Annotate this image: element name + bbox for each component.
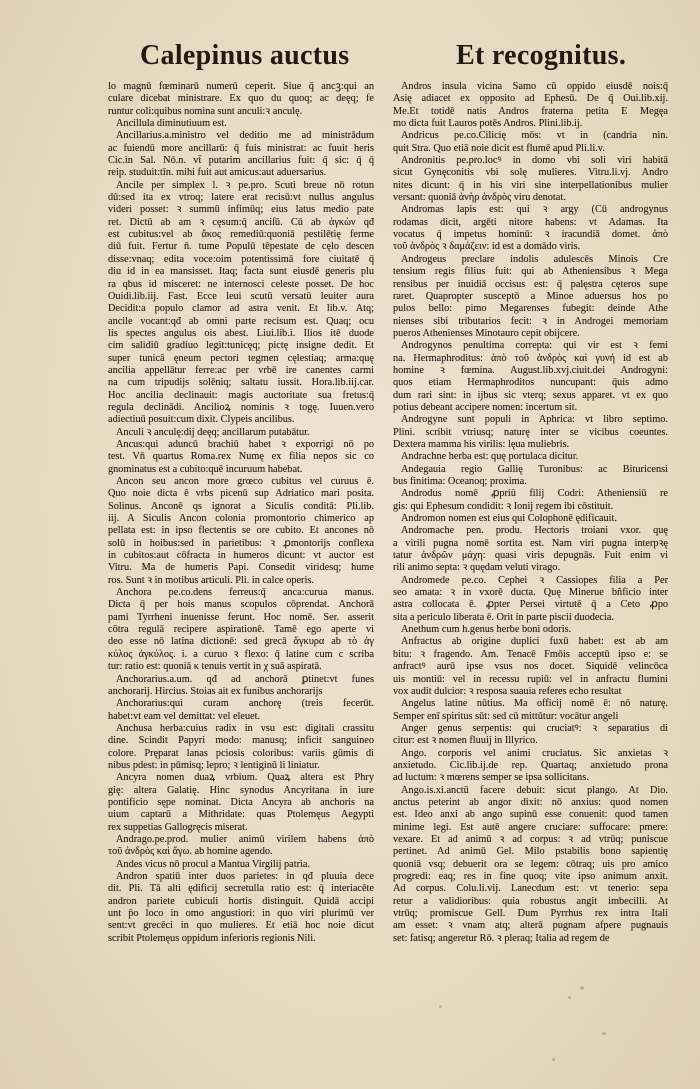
- text-line: Vitru. Ma de humeris Papi. Consedit viridesq; hume: [108, 562, 374, 574]
- text-line: Hoc ancilia declinauit: magis auctoritate sua fretus:q̄: [108, 389, 374, 401]
- dictionary-entry: [393, 575, 668, 624]
- text-line: Anchorarius:qui curam anchorę (treis fecerūt.: [116, 698, 374, 710]
- dictionary-entry: [108, 587, 374, 673]
- dictionary-entry: [393, 488, 668, 513]
- dictionary-entry: [108, 871, 374, 945]
- text-line: vtrūq; promiscue Gell. Dum Pyrrhus rex intra Itali: [393, 908, 668, 920]
- text-line: diū fuit. Fertur n̄. tume Populū tēpestate de cęlo descen: [108, 241, 374, 253]
- text-line: bitu: ꝛ fragendo. Am. Tenacē Fmōis acceptū ipso e: se: [393, 648, 668, 660]
- dictionary-entry: [108, 834, 374, 859]
- text-line: Anfractus ab origine duplici fuxū habet: est ab am: [401, 636, 668, 648]
- text-line: tensium regis filius fuit: qui ab Atheniensibus ꝛ Mega: [393, 266, 668, 278]
- text-line: Quo noie dicta ē vrbs picenū sup Adriatico mari posita.: [108, 488, 374, 500]
- text-line: bus finitima: Oceanoq; proxima.: [393, 476, 527, 487]
- text-line: Andromas lapis est: qui ꝛ argy (Cū androgynus: [401, 204, 668, 216]
- dictionary-entry: [108, 476, 374, 587]
- text-line: pulos bello: pimo Megarenses fubegit: deinde Athe: [393, 303, 668, 315]
- text-line: ancile vocant:qđ ab omni parte recisum est. Quaq; ocu: [108, 315, 374, 327]
- text-line: reip. studuit:tīn. mihi fuit aut amicus:aut aduersarius.: [108, 167, 327, 179]
- text-line: gię: altera Galatię. Hinc synodus Ancyritana in iure: [108, 784, 374, 796]
- text-line: nites dicunt: q̄ in his viri sine interpellationibus mulier: [393, 179, 668, 191]
- dictionary-entry: [393, 254, 668, 340]
- text-line: gis: qui Ephesum condidit: ꝛ Ionij regem ibi cōstituit.: [393, 500, 614, 512]
- text-line: vox audit dulcior: ꝛ resposa suauia referes echo resultat: [393, 685, 622, 697]
- text-line: ret. Dictū ab am ꝛ cęsum:q̄ anciſū. Cū ab ἀγκὼν qđ: [108, 216, 374, 228]
- text-line: Andronitis pe.pro.locꝰ in domo vbi soli viri habitā: [401, 155, 668, 167]
- text-line: tatur ἀνδρῶν μάχη: quasi viris depugnās. Fuit enim vi: [393, 550, 668, 562]
- dictionary-entry: [108, 859, 374, 871]
- text-line: est. Ideo anxi ab ango supinū esse conuenit: quod tamen: [393, 809, 668, 821]
- text-line: Anchusa herba:cuius radix in vsu est: digitali crassitu: [116, 722, 374, 734]
- dictionary-entry: [393, 204, 668, 253]
- dictionary-entry: [393, 81, 668, 130]
- text-line: Andegauia regio Gallię Turonibus: ac Bituricensi: [401, 463, 668, 475]
- text-line: Ancyra nomen duaꝝ vrbium. Quaꝝ altera est Phry: [116, 772, 374, 784]
- text-line: Andromache pen. produ. Hectoris troiani vxor. quę: [401, 525, 668, 537]
- text-line: Ancillula diminutiuum est.: [116, 118, 227, 130]
- text-line: Andrago.pe.prod. mulier animū virilem habens ἀπὸ: [116, 833, 374, 845]
- dictionary-entry: [393, 636, 668, 698]
- dictionary-entry: [393, 451, 668, 463]
- text-line: Anchora pe.co.dens ferreus:q̄ anca:curua manus.: [116, 587, 374, 599]
- text-line: κύλος ἀγκύλος. i. a curuo ꝛ flexo: q̄ latine cum c scriba: [108, 648, 374, 660]
- dictionary-entry: [108, 180, 374, 427]
- dictionary-entry: [108, 130, 374, 179]
- text-line: sita a periculo liberata ē. Orit in parte piscii duodecia.: [393, 611, 615, 623]
- text-line: ad luctum: ꝛ mœrens semper se ipsa sollicitans.: [393, 772, 589, 784]
- text-line: set: fatisq; angeretur Rō. ꝛ pleraq; Italia ad regem de: [393, 932, 610, 944]
- text-line: Ancus:qui aduncū brachiū habet ꝛ exporrigi nō po: [116, 438, 374, 450]
- text-line: lo magnū fœminarū numerū ceperit. Siue q̄ ancꝫ:qui an: [108, 81, 374, 92]
- text-line: Ancile per simplex l. ꝛ pe.pro. Scuti breue nō rotun: [116, 179, 374, 191]
- text-line: anfractꝰ aurū ipse vsus nos docet. Siquidē velincōca: [393, 661, 668, 673]
- text-line: Androgeus preclare indolis adulescēs Minois Cre: [401, 253, 668, 265]
- text-line: videri posset: ꝛ summū infimūq; eius latus medio pate: [108, 204, 374, 216]
- running-head-right: Et recognitus.: [456, 40, 627, 71]
- text-line: ancilia appellātur ferre:ac per vrbē ire canentes carmi: [108, 364, 374, 376]
- text-line: Ango.is.xi.anctū facere debuit: sicut plango. At Dio.: [401, 784, 668, 796]
- text-line: homine ꝛ fœmina. August.lib.xvj.ciuit.dei Androgyni:: [393, 364, 668, 376]
- text-line: Ancon seu ancon more grœco cubitus vel curuus ē.: [116, 476, 374, 487]
- text-line: Andron spatiū inter duos parietes: in qđ pluuia dece: [116, 871, 374, 882]
- text-line: Ango. corporis vel animi cruciatus. Sic anxietas ꝛ: [401, 747, 668, 759]
- text-line: ros. Sunt ꝛ in motibus articuli. Pli. in calce operis.: [108, 574, 314, 586]
- text-line: quos etiam Hermaphroditos nuncupant: q̄uis admo: [393, 377, 668, 389]
- wormhole-spot: [439, 1005, 442, 1008]
- text-line: Anger genus serpentis: qui cruciatꝰ: ꝛ separatius di: [401, 722, 668, 734]
- text-line: rensibus per inuidiā occisus est: q̄ palęstra cęteros supe: [393, 278, 668, 290]
- dictionary-entry: [393, 513, 668, 525]
- text-line: Ancillarius.a.ministro vel deditio me ad ministrādum: [116, 130, 374, 142]
- text-line: nienses sibi tributarios fecit: ꝛ in Androgei memoriam: [393, 315, 668, 327]
- text-line: regula declinādi. Ancilioꝝ nominis ꝛ togę. Iuuen.vero: [108, 401, 374, 413]
- text-line: Andromede pe.co. Cephei ꝛ Cassiopes filia a Per: [401, 574, 668, 586]
- dictionary-entry: [108, 427, 374, 439]
- text-line: Ad corpus. Colu.li.vij. Lanecdum est: vt tenerio: sepa: [393, 883, 668, 895]
- text-line: Dicta q̄ per hois manus scopulos cōprendat. Anchorā: [108, 599, 374, 611]
- text-line: citur: est ꝛ nomen fluuij in Illyrico.: [393, 735, 538, 747]
- dictionary-entry: [108, 439, 374, 476]
- text-line: anxietudo. Cic.lib.ij.de rep. Quartaq; anxietudo prona: [393, 759, 668, 771]
- text-line: super tunicā ęneum pectori tegmen cęlestiaq; arma:quę: [108, 352, 374, 364]
- dictionary-entry: [108, 723, 374, 772]
- text-line: Solinus. Anconē qs ignorat a Siculis conditā: Pli.lib.: [108, 500, 374, 512]
- text-line: anchorarij. Hircius. Stoias ait ex funibus anchorarijs: [108, 685, 323, 697]
- wormhole-spot: [580, 986, 584, 990]
- text-line: uis montiū: vel in recessu rupiū: vel in anfractu flumini: [393, 673, 668, 685]
- text-line: seo amata: ꝛ in vxorē ducta. Quę Minerue bñficio inter: [393, 587, 668, 599]
- text-line: dine. Scindit Papyri modo: manusq; inficit sanguineo: [108, 735, 374, 747]
- dictionary-entry: [393, 624, 668, 636]
- text-line: dit. Pli. Tā alti ędificij secretulla ratio est: q̄ interiacēte: [108, 883, 374, 895]
- text-line: Plini. scribit vtriusq; naturę inter se vicibus coeuntes.: [393, 426, 668, 438]
- text-line: dum rari sint: in ijbus sic vterq; sexus apparet. vt ex quo: [393, 389, 668, 401]
- text-line: deo esse nō latina dictionē: sed grecā ἄγκυρα ab τὸ ἀγ: [108, 636, 374, 648]
- text-line: anctus peterint ab angor dixit: nō anxius: quod nomen: [393, 796, 668, 808]
- text-line: rili animo septa: ꝛ quędam veluti virago.: [393, 562, 561, 574]
- text-line: ac fuiendū more ancillarū: q̄ fuis ministrat: ac fuuit heris: [108, 142, 374, 154]
- text-line: quoniā vsq; debuerit ora se legem: cōtraq; uis pro amico: [393, 858, 668, 870]
- text-line: raret. Quapropter susceptō a Minoe aduersus hos po: [393, 290, 668, 302]
- text-line: ra qbus id misceret: ne internosci celeste posset. De hoc: [108, 278, 374, 290]
- text-line: nibus pdest: in pūmisq; lepro; ꝛ lentiginū li liniatur.: [108, 759, 320, 771]
- text-line: Androgyne sunt populi in Aphrica: vt libro septimo.: [401, 414, 668, 426]
- text-line: runtur coli:quibus nomina sunt anculi:ꝛ anculę.: [108, 105, 303, 117]
- text-line: pontificio sępe nominat. Dicta Ancyra ab anchoris na: [108, 796, 374, 808]
- wormhole-spot: [602, 1032, 606, 1035]
- dictionary-entry: [393, 464, 668, 489]
- text-line: colore. Pręparat lanas pciosis coloribus: variis gūmis di: [108, 747, 374, 759]
- text-line: pellata est: in ipso flectentis se ore cubito. Et ancones nō: [108, 525, 374, 537]
- text-line: gnominatus est a cubito:quē incuruum habebat.: [108, 463, 303, 475]
- text-line: Anculi ꝛ anculę:dij deęq; ancillarum putabātur.: [116, 426, 310, 438]
- dictionary-entry: [108, 772, 374, 834]
- text-line: mo dicta fuit Lauros potēs Andros. Plini.lib.ij.: [393, 118, 583, 130]
- text-line: Androgynos penultima correpta: qui vir est ꝛ femi: [401, 340, 668, 352]
- text-line: unt p̄o loco in omo angustiori: in quo viri plurimū ver: [108, 908, 374, 920]
- text-line: quit Stra. Quo etiā noie dicit est flumē apud Pli.li.v.: [393, 142, 605, 154]
- text-line: progredi: eaq; res in fine quoq; vite ipso animum anxit.: [393, 871, 668, 882]
- text-line: astra collocata ē. ꝓpter Persei virtutē q̄ a Ceto ꝓpo: [393, 599, 668, 611]
- text-line: vexare. Et ad animū ꝛ ad corpus: ꝛ ad vtrūq; puniscue: [393, 833, 668, 845]
- text-line: Dextera mamma his virilis: lęua muliebris.: [393, 438, 570, 450]
- text-line: Anethum cum h.genus herbe boni odoris.: [401, 624, 572, 636]
- text-line: Me.Et totidē natis Andros fraterna petita E Megęa: [393, 105, 668, 117]
- running-head-left: Calepinus auctus: [140, 40, 350, 71]
- text-column-right: [393, 81, 668, 945]
- text-line: culare dicebat ministrare. Ex quo du quoq; ac deęq; fe: [108, 93, 374, 105]
- dictionary-entry: [393, 414, 668, 451]
- dictionary-entry: [393, 340, 668, 414]
- text-line: rodamas dicit, argēti nitore habens: vt Adamas. Ita: [393, 216, 668, 228]
- text-column-left: [108, 81, 374, 945]
- dictionary-entry: [108, 118, 374, 130]
- text-line: test. Vn̄ quartus Roma.rex Numę ex filia nepos sic co: [108, 451, 374, 463]
- text-line: na. Hermaphroditus: ἀπὸ τοῦ ἀνδρὸς καὶ γυνή id est ab: [393, 352, 668, 364]
- text-line: na cum tripudijs solēniq; saltatu iussit. Hora.lib.iij.car.: [108, 377, 374, 389]
- text-line: lis spectes angulus ois abest. Liui.lib.i. Ilios itē duode: [108, 327, 374, 339]
- text-line: Anchorarius.a.um. qđ ad anchorā ꝑtinet:vt funes: [116, 673, 374, 685]
- dictionary-entry: [108, 674, 374, 699]
- text-line: Andrachne herba est: quę portulaca dicitur.: [401, 451, 579, 463]
- text-line: am esset: ꝛ vnam atq; alterā pugnam afpere pugnauis: [393, 920, 668, 932]
- text-line: sent:vt grecēci in quo mulieres. Et etiā hoc noie dicut: [108, 920, 374, 932]
- text-line: Andromon nomen est eius qui Colophonē ędificauit.: [401, 513, 617, 525]
- text-line: scribit Ptolemęus oppidum inferioris regionis Nili.: [108, 932, 316, 944]
- text-line: tur: ratio est: quoniā κ tenuis vertit in χ suā aspiratā.: [108, 661, 322, 673]
- dictionary-entry: [108, 698, 374, 723]
- text-line: cim salidiū gradiuo legit:tunicęq; pictę insigne dedit. Et: [108, 340, 374, 352]
- text-line: solū in hoibus:sed in parietibus: ꝛ ꝓmontorijs conflexa: [108, 537, 374, 549]
- dictionary-entry: [393, 748, 668, 785]
- continued-entry-text: [108, 81, 374, 118]
- text-line: Semper enī spiritus sūt: sed cū mittūtur: vocātur angeli: [393, 710, 619, 722]
- text-line: vocatus q̄ impetus hominū: ꝛ iracundiā domet. ἀπὸ: [393, 229, 668, 241]
- dictionary-entry: [393, 525, 668, 574]
- text-line: versant: quoniā ἀνὴρ ἀνδρὸς viru denotat.: [393, 192, 566, 204]
- text-line: est cubitus:vel ab ἄκος remediū:quoniā pestilētię ferme: [108, 229, 374, 241]
- text-line: Andes vicus nō procul a Mantua Virgilij patria.: [116, 858, 311, 870]
- text-line: uium captarū a Mithridate: quas Ptolemęus Aegypti: [108, 809, 374, 821]
- text-line: Andricus pe.co.Cilicię mōs: vt in (candria nin.: [401, 130, 668, 142]
- dictionary-entry: [393, 698, 668, 723]
- text-line: Androdus nomē ꝓpriū filij Codri: Atheniensiū re: [401, 488, 668, 500]
- text-line: potius debeant accipere nomen: incertum sit.: [393, 401, 578, 413]
- text-line: Andros insula vicina Samo cū oppido eiusdē nois:q̄: [401, 81, 668, 92]
- text-line: diu id in ea mansisset. Itaq; facta sunt eiusdē generis plu: [108, 266, 374, 278]
- wormhole-spot: [568, 996, 571, 999]
- text-line: τοῦ ἀνδρὸς καὶ ἄγω. ab homine agendo.: [108, 846, 273, 858]
- text-line: dū:sed ita ex vtroq; latere erat recisū:vt nullus angulus: [108, 192, 374, 204]
- wormhole-spot: [552, 1058, 555, 1061]
- text-line: pertinet. Ad animū Gel. Milo pstabilis bono sapientię: [393, 846, 668, 858]
- text-line: habet:vt eam vel demittat: vel eleuet.: [108, 710, 261, 722]
- text-line: τοῦ ἀνδρὸς ꝛ δαμάζειν: id est a domādo viris.: [393, 241, 581, 253]
- dictionary-entry: [393, 723, 668, 748]
- text-line: rex suppetias Gallogręcis miserat.: [108, 821, 248, 833]
- text-line: minime legi. Est autē angere cruciare: suffocare: pmere:: [393, 821, 668, 833]
- text-line: iij. A Siculis Ancon colonia promontorio chimerico ap: [108, 513, 374, 525]
- text-line: sicut Gynęconitis vbi solę mulieres. Vitru.li.vj. Andro: [393, 167, 668, 179]
- text-line: pami Tyrrheni inuenisse ferunt. Hoc nomē. Ser. asserit: [108, 611, 374, 623]
- text-line: Cic.in Sal. Nō.n. vt̄ putarim ancillarius fuit: q̄ sic: q̄ q̄: [108, 155, 374, 167]
- text-line: Ouidi.lib.iij. Fast. Ecce leui scutū versatū leuiter aura: [108, 290, 374, 302]
- text-line: Angelus latine nūtius. Ma officij nomē ē: nō naturę.: [401, 698, 668, 710]
- text-line: a virili pugna nomē sortita est. Nam viri pugna interpꝛę: [393, 537, 668, 549]
- text-line: pueros Athenienses Minotauro cepit obijcere.: [393, 327, 580, 339]
- text-line: adiectiuū posuit:cum dixit. Clypeis ancilibus.: [108, 414, 295, 426]
- text-line: disse:vnaq; edita voce:oim potentissimā fore ciuitatē q̄: [108, 253, 374, 265]
- text-line: retur a validioribus: quia robustus angit imbecilli. At: [393, 895, 668, 907]
- text-line: andron pariete cubiculi hortis distinguit. Quidā accipi: [108, 895, 374, 907]
- text-line: in cubitos:aut cōfracta in humeros dicunt: vt auctor est: [108, 550, 374, 562]
- text-line: Asię adiacet ex opposito ad Ephesū. De q̄ Oui.lib.xij.: [393, 93, 668, 105]
- text-line: Decidit:a populo clamor ad astra venit. Et lib.v. Atq;: [108, 303, 374, 315]
- dictionary-entry: [393, 155, 668, 204]
- dictionary-entry: [393, 130, 668, 155]
- dictionary-entry: [393, 785, 668, 945]
- text-line: cōtra regulā recipere aspirationē. Tamē ego aperte vi: [108, 624, 374, 636]
